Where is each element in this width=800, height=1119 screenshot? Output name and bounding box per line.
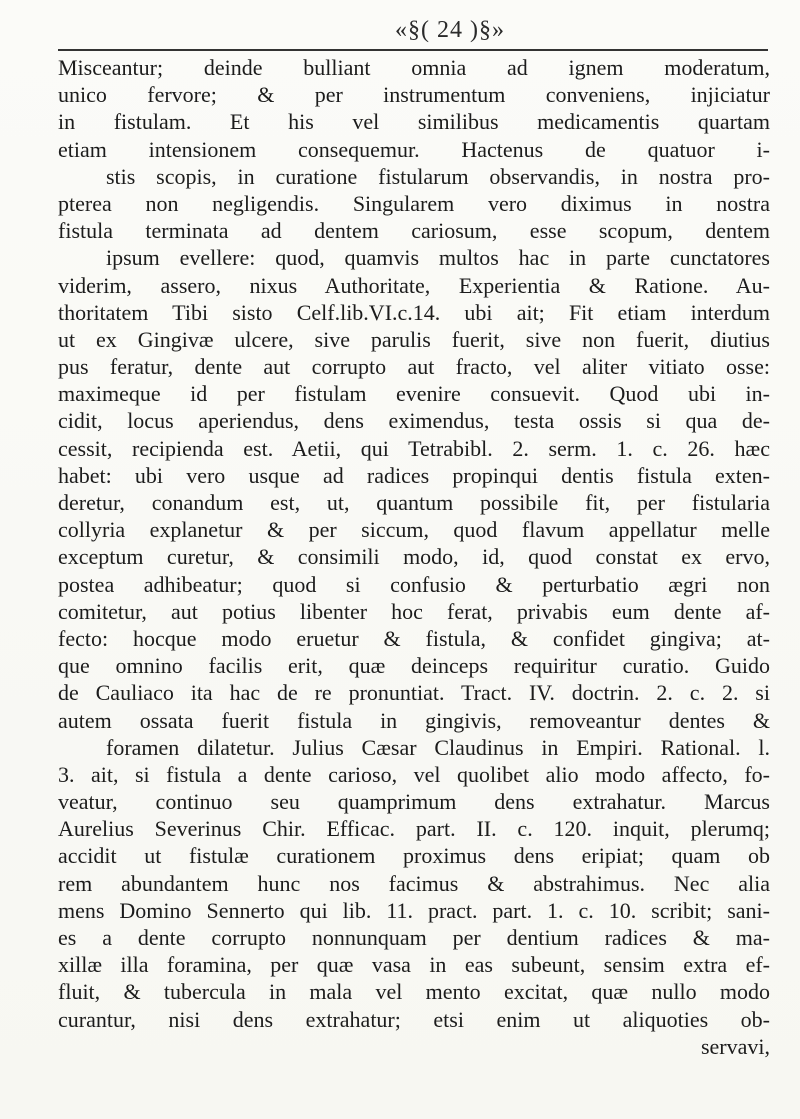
text-line: exceptum curetur, & consimili modo, id, quod constat ex ervo, <box>58 544 770 570</box>
text-line: fecto: hocque modo eruetur & fistula, & confidet gingiva; at- <box>58 625 770 651</box>
text-line: stis scopis, in curatione fistularum observandis, in nostra pro- <box>106 163 770 189</box>
page-header <box>330 8 570 52</box>
text-line: ipsum evellere: quod, quamvis multos hac in parte cunctatores <box>106 245 770 271</box>
text-line: veatur, continuo seu quamprimum dens extrahatur. Marcus <box>58 789 770 815</box>
text-line: que omnino facilis erit, quæ deinceps requiritur curatio. Guido <box>58 653 770 679</box>
text-line: postea adhibeatur; quod si confusio & perturbatio ægri non <box>58 571 770 597</box>
text-line: accidit ut fistulæ curationem proximus dens eripiat; quam ob <box>58 843 770 869</box>
text-line: 3. ait, si fistula a dente carioso, vel quolibet alio modo affecto, fo- <box>58 761 770 787</box>
text-line: es a dente corrupto nonnunquam per dentium radices & ma- <box>58 925 770 950</box>
text-line: rem abundantem hunc nos facimus & abstrahimus. Nec alia <box>58 870 770 896</box>
text-line: habet: ubi vero usque ad radices propinqui dentis fistula exten- <box>58 462 770 488</box>
text-line: pterea non negligendis. Singularem vero diximus in nostra <box>58 190 770 216</box>
text-line: thoritatem Tibi sisto Celf.lib.VI.c.14. ubi ait; Fit etiam interdum <box>58 299 770 325</box>
text-line: deretur, conandum est, ut, quantum possibile fit, per fistularia <box>58 490 770 515</box>
text-line: cessit, recipienda est. Aetii, qui Tetrabibl. 2. serm. 1. c. 26. hæc <box>58 435 770 461</box>
text-line: cidit, locus aperiendus, dens eximendus, testa ossis si qua de- <box>58 408 770 434</box>
text-line: de Cauliaco ita hac de re pronuntiat. Tract. IV. doctrin. 2. c. 2. si <box>58 680 770 706</box>
text-line: collyria explanetur & per siccum, quod flavum appellatur melle <box>58 517 770 543</box>
text-line: in fistulam. Et his vel similibus medicamentis quartam <box>58 109 770 135</box>
text-line: Aurelius Severinus Chir. Efficac. part. II. c. 120. inquit, plerumq; <box>58 816 770 842</box>
text-line: fluit, & tubercula in mala vel mento excitat, quæ nullo modo <box>58 979 770 1005</box>
page-number: «§( 24 )§» <box>395 16 505 43</box>
text-line: xillæ illa foramina, per quæ vasa in eas subeunt, sensim extra ef- <box>58 952 770 978</box>
text-line: unico fervore; & per instrumentum conveniens, injiciatur <box>58 82 770 108</box>
text-line: fistula terminata ad dentem cariosum, esse scopum, dentem <box>58 218 770 244</box>
header-rule <box>58 49 768 51</box>
text-line: curantur, nisi dens extrahatur; etsi enim ut aliquoties ob- <box>58 1006 770 1032</box>
text-line: Misceantur; deinde bulliant omnia ad ignem moderatum, <box>58 55 770 80</box>
text-line: foramen dilatetur. Julius Cæsar Claudinus in Empiri. Rational. l. <box>106 734 770 760</box>
body-text <box>58 54 770 1060</box>
text-line: mens Domino Sennerto qui lib. 11. pract. part. 1. c. 10. scribit; sani- <box>58 897 770 923</box>
text-line: comitetur, aut potius libenter hoc ferat, privabis eum dente af- <box>58 598 770 624</box>
catchword: servavi, <box>700 1033 770 1059</box>
text-line: ut ex Gingivæ ulcere, sive parulis fuerit, sive non fuerit, diutius <box>58 326 770 352</box>
text-line: viderim, assero, nixus Authoritate, Experientia & Ratione. Au- <box>58 272 770 298</box>
text-line: etiam intensionem consequemur. Hactenus de quatuor i- <box>58 136 770 162</box>
text-line: pus feratur, dente aut corrupto aut fracto, vel aliter vitiato osse: <box>58 354 770 380</box>
text-line: autem ossata fuerit fistula in gingivis, removeantur dentes & <box>58 707 770 733</box>
text-line: maximeque id per fistulam evenire consuevit. Quod ubi in- <box>58 381 770 407</box>
